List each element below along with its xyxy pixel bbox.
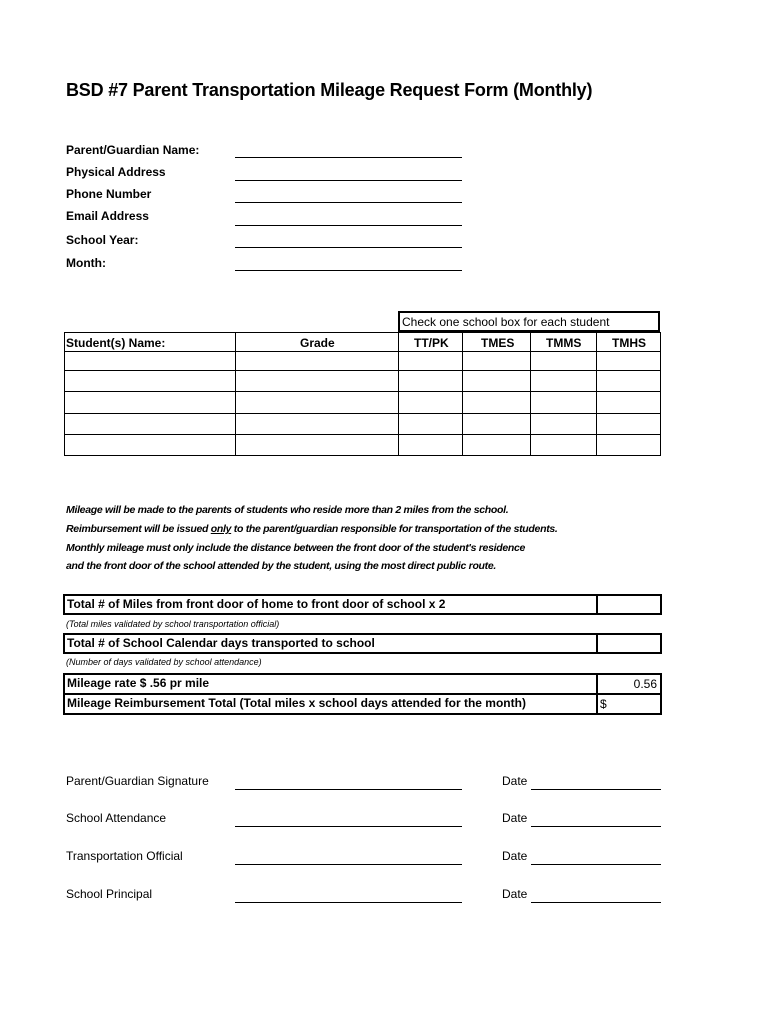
- table-rule: [64, 332, 661, 333]
- parent-signature-field[interactable]: [235, 789, 462, 790]
- month-field[interactable]: [235, 270, 462, 271]
- reimbursement-total-value[interactable]: $: [596, 693, 662, 715]
- table-rule: [64, 455, 661, 456]
- school-header-ttpk: TT/PK: [414, 336, 449, 350]
- page-title: BSD #7 Parent Transportation Mileage Request Form (Monthly): [66, 80, 593, 100]
- attendance-date-field[interactable]: [531, 826, 661, 827]
- parent-name-field[interactable]: [235, 157, 462, 158]
- student-name-cell[interactable]: [65, 352, 235, 370]
- attendance-date-label: Date: [502, 811, 528, 825]
- student-name-header: Student(s) Name:: [66, 336, 166, 350]
- table-rule: [462, 332, 463, 456]
- email-address-label: Email Address: [66, 209, 149, 223]
- student-name-cell[interactable]: [65, 392, 235, 413]
- school-principal-label: School Principal: [66, 887, 153, 901]
- student-name-cell[interactable]: [65, 414, 235, 434]
- total-days-note: (Number of days validated by school attendance): [66, 657, 262, 667]
- parent-name-label: Parent/Guardian Name:: [66, 143, 200, 157]
- parent-date-field[interactable]: [531, 789, 661, 790]
- student-name-cell[interactable]: [65, 435, 235, 455]
- school-attendance-field[interactable]: [235, 826, 462, 827]
- reimbursement-total-label: Mileage Reimbursement Total (Total miles x school days attended for the month): [63, 693, 598, 715]
- transportation-official-label: Transportation Official: [66, 849, 183, 863]
- parent-date-label: Date: [502, 774, 528, 788]
- school-header-tmms: TMMS: [546, 336, 582, 350]
- parent-signature-label: Parent/Guardian Signature: [66, 774, 209, 788]
- total-miles-label: Total # of Miles from front door of home to front door of school x 2: [63, 594, 598, 615]
- table-rule: [398, 332, 399, 456]
- transportation-date-field[interactable]: [531, 864, 661, 865]
- transportation-date-label: Date: [502, 849, 528, 863]
- table-rule: [596, 332, 597, 456]
- table-rule: [660, 332, 661, 456]
- school-year-label: School Year:: [66, 233, 139, 247]
- total-days-label: Total # of School Calendar days transported to school: [63, 633, 598, 654]
- phone-number-label: Phone Number: [66, 187, 152, 201]
- physical-address-field[interactable]: [235, 180, 462, 181]
- physical-address-label: Physical Address: [66, 165, 166, 179]
- email-address-field[interactable]: [235, 225, 462, 226]
- mileage-note-1: Mileage will be made to the parents of students who reside more than 2 miles from the school.: [66, 504, 509, 516]
- principal-date-label: Date: [502, 887, 528, 901]
- table-rule: [235, 332, 236, 456]
- phone-number-field[interactable]: [235, 202, 462, 203]
- school-principal-field[interactable]: [235, 902, 462, 903]
- check-school-note: Check one school box for each student: [398, 311, 660, 332]
- mileage-rate-value: 0.56: [596, 673, 662, 695]
- school-header-tmhs: TMHS: [612, 336, 646, 350]
- transportation-official-field[interactable]: [235, 864, 462, 865]
- school-header-tmes: TMES: [481, 336, 515, 350]
- total-days-input[interactable]: [596, 633, 662, 654]
- school-attendance-label: School Attendance: [66, 811, 167, 825]
- grade-header: Grade: [300, 336, 335, 350]
- only-emphasis: only: [210, 523, 232, 535]
- month-label: Month:: [66, 256, 106, 270]
- mileage-note-4: and the front door of the school attended by the student, using the most direct public route.: [66, 560, 497, 572]
- table-rule: [530, 332, 531, 456]
- mileage-rate-label: Mileage rate $ .56 pr mile: [63, 673, 598, 695]
- total-miles-input[interactable]: [596, 594, 662, 615]
- principal-date-field[interactable]: [531, 902, 661, 903]
- student-name-cell[interactable]: [65, 371, 235, 391]
- mileage-note-2: Reimbursement will be issued only to the parent/guardian responsible for transportation of the students.: [66, 523, 558, 535]
- total-miles-note: (Total miles validated by school transportation official): [66, 619, 280, 629]
- school-year-field[interactable]: [235, 247, 462, 248]
- mileage-note-3: Monthly mileage must only include the distance between the front door of the student's residence: [66, 542, 526, 554]
